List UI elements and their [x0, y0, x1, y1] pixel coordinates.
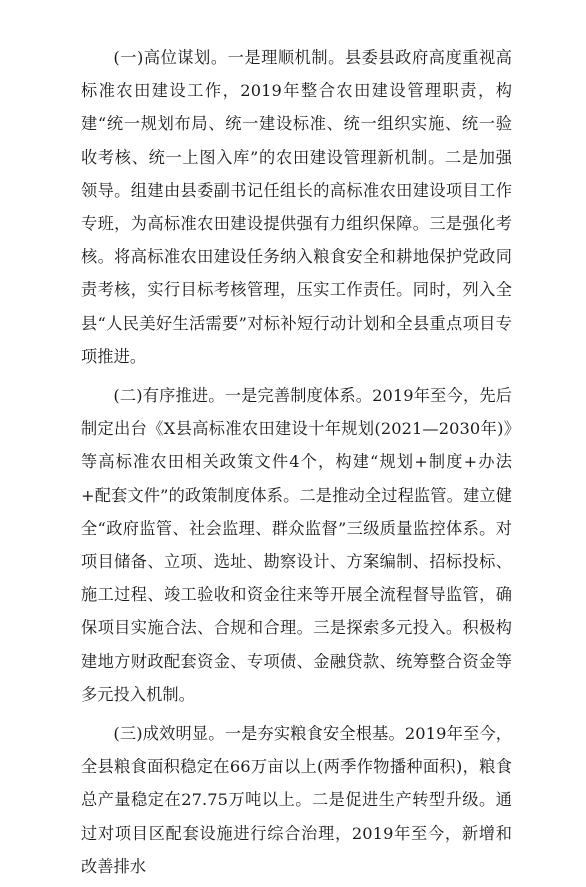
document-body	[81, 41, 512, 887]
paragraph-high-level-planning: (一)高位谋划。一是理顺机制。县委县政府高度重视高标准农田建设工作，2019年整合农田建设管理职责，构建“统一规划布局、统一建设标准、统一组织实施、统一验收考核、统一上图入库”的农田建设管理新机制。二是加强领导。组建由县委副书记任组长的高标准农田建设项目工作专班，为高标准农田建设提供强有力组织保障。三是强化考核。将高标准农田建设任务纳入粮食安全和耕地保护党政同责考核，实行目标考核管理，压实工作责任。同时，列入全县“人民美好生活需要”对标补短行动计划和全县重点项目专项推进。	[81, 48, 512, 366]
paragraph-notable-results: (三)成效明显。一是夯实粮食安全根基。2019年至今，全县粮食面积稳定在66万亩以上(两季作物播种面积)，粮食总产量稳定在27.75万吨以上。二是促进生产转型升级。通过对项目区配套设施进行综合治理，2019年至今，新增和改善排水	[81, 724, 512, 876]
paragraph-orderly-advancement: (二)有序推进。一是完善制度体系。2019年至今，先后制定出台《X县高标准农田建设十年规划(2021—2030年)》等高标准农田相关政策文件4个，构建“规划+制度+办法+配套文件”的政策制度体系。二是推动全过程监管。建立健全“政府监管、社会监理、群众监督”三级质量监控体系。对项目储备、立项、选址、勘察设计、方案编制、招标投标、施工过程、竣工验收和资金往来等开展全流程督导监管，确保项目实施合法、合规和合理。三是探索多元投入。积极构建地方财政配套资金、专项债、金融贷款、统筹整合资金等多元投入机制。	[81, 386, 512, 704]
